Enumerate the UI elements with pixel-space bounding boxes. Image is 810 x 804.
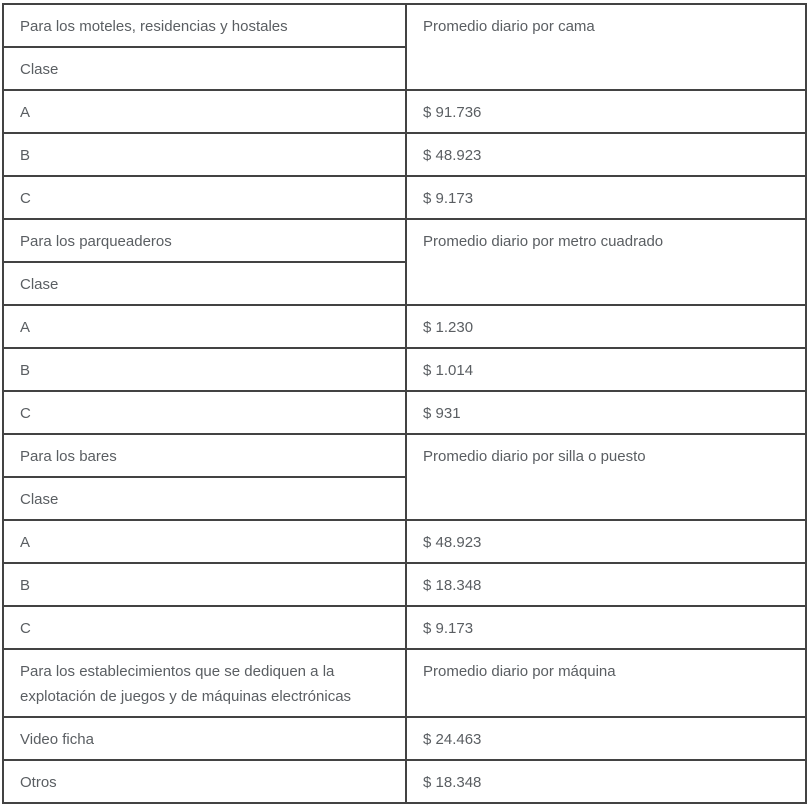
class-label: A	[3, 305, 406, 348]
class-label: A	[3, 520, 406, 563]
class-label: Otros	[3, 760, 406, 803]
rate-value: $ 9.173	[406, 606, 806, 649]
class-label: B	[3, 348, 406, 391]
rate-value: $ 18.348	[406, 563, 806, 606]
table-row	[3, 563, 806, 606]
table-row	[3, 606, 806, 649]
table-row	[3, 760, 806, 803]
section-header-row	[3, 4, 806, 47]
table-row	[3, 176, 806, 219]
tariff-table	[2, 3, 807, 804]
class-label: C	[3, 606, 406, 649]
section-category: Para los establecimientos que se dediquen a la explotación de juegos y de máquinas electrónicas	[3, 649, 406, 717]
class-label: A	[3, 90, 406, 133]
rate-value: $ 931	[406, 391, 806, 434]
class-label: B	[3, 563, 406, 606]
section-unit: Promedio diario por metro cuadrado	[406, 219, 806, 305]
class-label: B	[3, 133, 406, 176]
class-label: C	[3, 176, 406, 219]
rate-value: $ 48.923	[406, 133, 806, 176]
section-unit: Promedio diario por cama	[406, 4, 806, 90]
table-row	[3, 305, 806, 348]
rate-value: $ 1.014	[406, 348, 806, 391]
section-category: Para los moteles, residencias y hostales	[3, 4, 406, 47]
section-category: Para los parqueaderos	[3, 219, 406, 262]
rate-value: $ 48.923	[406, 520, 806, 563]
clase-label: Clase	[3, 47, 406, 90]
section-category: Para los bares	[3, 434, 406, 477]
table-row	[3, 133, 806, 176]
clase-label: Clase	[3, 262, 406, 305]
class-label: Video ficha	[3, 717, 406, 760]
rate-value: $ 24.463	[406, 717, 806, 760]
clase-label: Clase	[3, 477, 406, 520]
section-unit: Promedio diario por máquina	[406, 649, 806, 717]
table-row	[3, 90, 806, 133]
table-row	[3, 717, 806, 760]
section-header-row	[3, 434, 806, 477]
class-label: C	[3, 391, 406, 434]
rate-value: $ 18.348	[406, 760, 806, 803]
table-row	[3, 520, 806, 563]
section-header-row	[3, 219, 806, 262]
table-row	[3, 391, 806, 434]
rate-value: $ 1.230	[406, 305, 806, 348]
rate-value: $ 91.736	[406, 90, 806, 133]
rate-value: $ 9.173	[406, 176, 806, 219]
section-header-row	[3, 649, 806, 717]
section-unit: Promedio diario por silla o puesto	[406, 434, 806, 520]
table-row	[3, 348, 806, 391]
